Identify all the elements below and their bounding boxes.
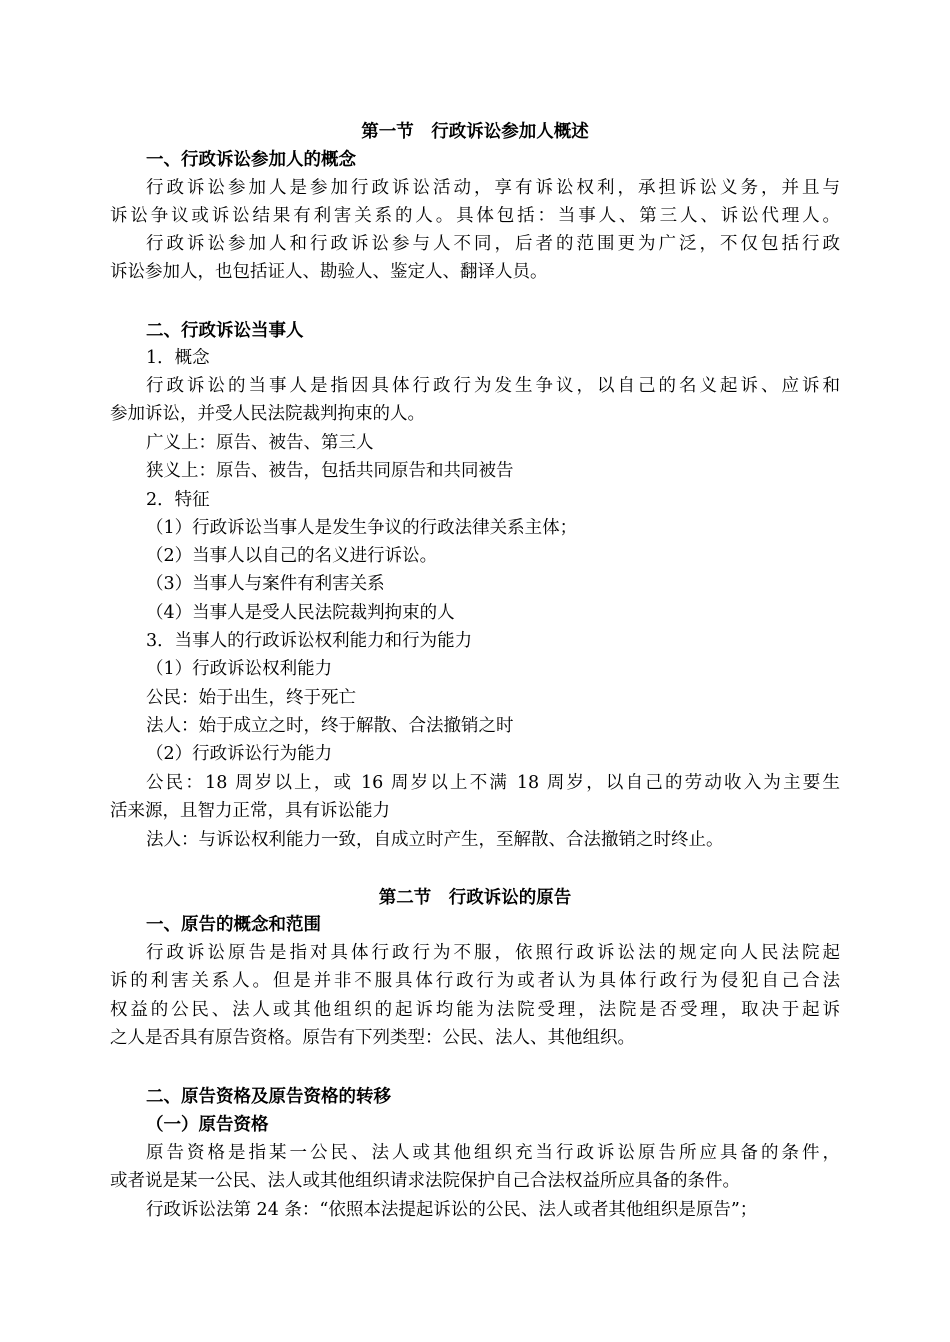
heading-plaintiff-concept: 一、原告的概念和范围 <box>146 915 321 935</box>
paragraph-line: 诉的利害关系人。但是并非不服具体行政行为或者认为具体行政行为侵犯自己合法 <box>110 971 840 991</box>
paragraph-line: 行政诉讼参加人和行政诉讼参与人不同，后者的范围更为广泛，不仅包括行政 <box>146 234 840 254</box>
list-item: （1）行政诉讼权利能力 <box>146 659 333 679</box>
text-line: 广义上：原告、被告、第三人 <box>146 433 374 453</box>
list-item: （3）当事人与案件有利害关系 <box>146 574 385 594</box>
list-item: 3．当事人的行政诉讼权利能力和行为能力 <box>146 631 473 651</box>
text-line: 法人：始于成立之时，终于解散、合法撤销之时 <box>146 716 514 736</box>
heading-parties: 二、行政诉讼当事人 <box>146 321 304 341</box>
list-item: （2）当事人以自己的名义进行诉讼。 <box>146 546 438 566</box>
list-item: 2．特征 <box>146 490 210 510</box>
text-line: 狭义上：原告、被告，包括共同原告和共同被告 <box>146 461 514 481</box>
paragraph-line: 行政诉讼的当事人是指因具体行政行为发生争议，以自己的名义起诉、应诉和 <box>146 376 840 396</box>
subheading-qualification: （一）原告资格 <box>146 1115 269 1135</box>
paragraph-line: 之人是否具有原告资格。原告有下列类型：公民、法人、其他组织。 <box>110 1028 635 1048</box>
heading-participant-concept: 一、行政诉讼参加人的概念 <box>146 150 356 170</box>
paragraph-line: 诉讼争议或诉讼结果有利害关系的人。具体包括：当事人、第三人、诉讼代理人。 <box>110 206 840 226</box>
list-item: （2）行政诉讼行为能力 <box>146 744 333 764</box>
text-line: 公民：始于出生，终于死亡 <box>146 688 356 708</box>
paragraph-line: 权益的公民、法人或其他组织的起诉均能为法院受理，法院是否受理，取决于起诉 <box>110 1000 840 1020</box>
section-1-title: 第一节 行政诉讼参加人概述 <box>361 122 589 142</box>
paragraph-line: 行政诉讼参加人是参加行政诉讼活动，享有诉讼权利，承担诉讼义务，并且与 <box>146 178 840 198</box>
list-item: （1）行政诉讼当事人是发生争议的行政法律关系主体； <box>146 518 578 538</box>
paragraph-line: 原告资格是指某一公民、法人或其他组织充当行政诉讼原告所应具备的条件， <box>146 1143 840 1163</box>
section-2-title: 第二节 行政诉讼的原告 <box>378 888 572 908</box>
text-line: 行政诉讼法第 24 条：“依照本法提起诉讼的公民、法人或者其他组织是原告”； <box>146 1200 758 1220</box>
heading-plaintiff-qualification: 二、原告资格及原告资格的转移 <box>146 1087 391 1107</box>
list-item: （4）当事人是受人民法院裁判拘束的人 <box>146 603 455 623</box>
paragraph-line: 行政诉讼原告是指对具体行政行为不服，依照行政诉讼法的规定向人民法院起 <box>146 943 840 963</box>
text-line: 法人：与诉讼权利能力一致，自成立时产生，至解散、合法撤销之时终止。 <box>146 830 724 850</box>
paragraph-line: 活来源，且智力正常，具有诉讼能力 <box>110 801 390 821</box>
paragraph-line: 公民：18 周岁以上，或 16 周岁以上不满 18 周岁，以自己的劳动收入为主要生 <box>146 773 840 793</box>
paragraph-line: 诉讼参加人，也包括证人、勘验人、鉴定人、翻译人员。 <box>110 262 548 282</box>
paragraph-line: 或者说是某一公民、法人或其他组织请求法院保护自己合法权益所应具备的条件。 <box>110 1171 740 1191</box>
list-item: 1．概念 <box>146 348 210 368</box>
paragraph-line: 参加诉讼，并受人民法院裁判拘束的人。 <box>110 404 425 424</box>
